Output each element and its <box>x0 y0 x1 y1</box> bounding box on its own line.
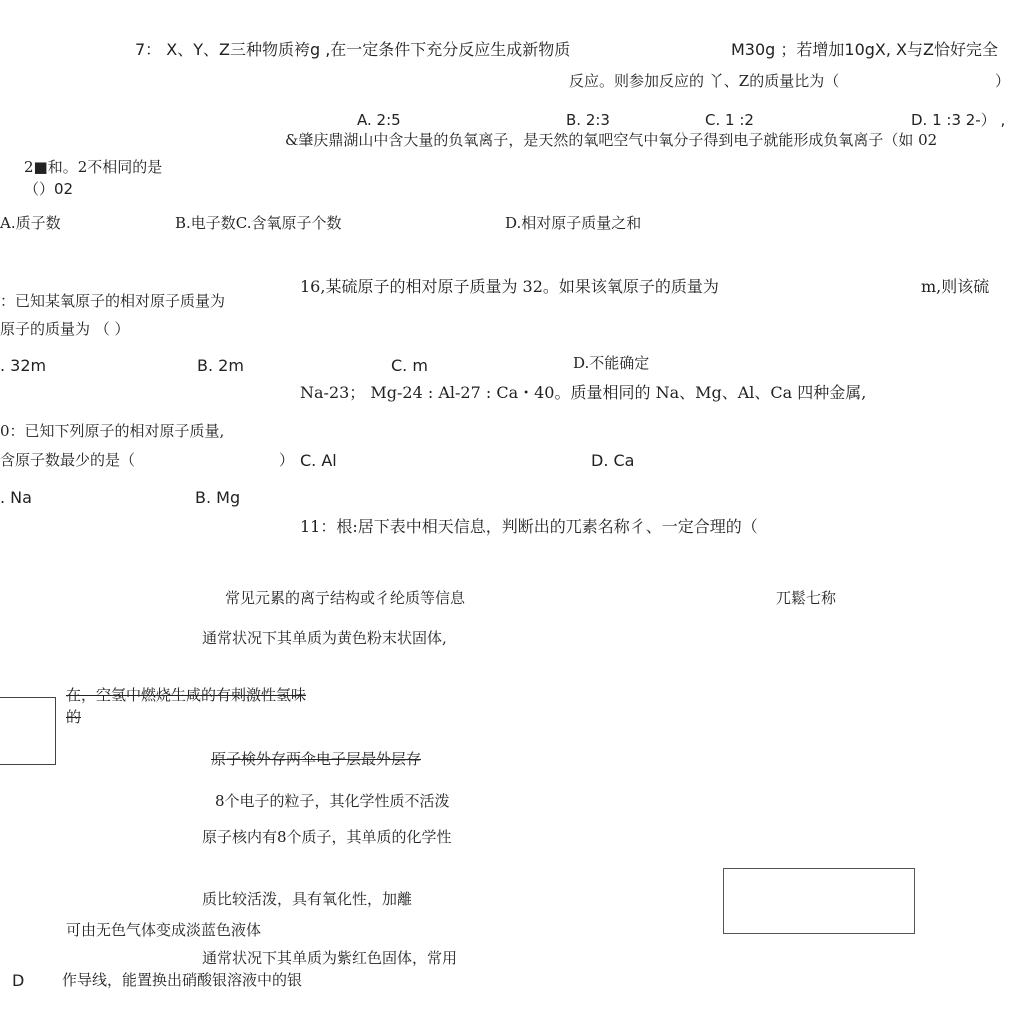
q11-row-d-line1: 通常状况下其单质为紫红色固体，常用 <box>202 949 458 967</box>
q11-row-a-line2: 在，空氢中燃烧生咸的有刺激性氢味 <box>66 686 307 704</box>
q11-row-a-box <box>0 697 56 765</box>
q8-line1: &肇庆鼎湖山中含大量的负氧离子，是天然的氧吧空气中氧分子得到电子就能形成负氧离子（如 02 <box>285 131 938 149</box>
q11-row-a-line1: 通常状况下其单质为黄色粉末状固体, <box>202 629 447 647</box>
q11-row-c-line1: 原子核内有8个质子，其单质的化学性 <box>202 828 452 846</box>
q7-line1: 7： X、Y、Z三种物质袴g ,在一定条件下充分反应生成新物质 <box>135 40 571 59</box>
q8-option-a: A.质子数 <box>0 214 61 232</box>
q9-option-a: . 32m <box>0 356 47 375</box>
q10-left-line2-paren: ） <box>279 451 295 469</box>
q7-option-a: A. 2:5 <box>357 111 401 129</box>
q10-option-a: . Na <box>0 488 32 507</box>
q10-option-c: C. Al <box>300 451 337 470</box>
q11-row-b-line1: 原子検外存两伞电子层最外层存 <box>211 750 422 768</box>
q8-option-bc: B.电子数C.含氧原子个数 <box>175 214 342 232</box>
q11-row-c-line3: 可由无色气体变成淡蓝色液体 <box>66 921 262 939</box>
q16-line1-right: m,则该硫 <box>921 277 990 296</box>
q8-line3: （）02 <box>24 180 74 198</box>
q10-option-d: D. Ca <box>591 451 635 470</box>
q16-line1: 16,某硫原子的相对原子质量为 32。如果该氧原子的质量为 <box>300 277 719 296</box>
q7-option-c: C. 1 :2 <box>705 111 754 129</box>
q11-row-b-line2: 8个电子的粒子，其化学性质不活泼 <box>215 792 450 810</box>
q9-left-line1: ：已知某氧原子的相对原子质量为 <box>0 292 226 310</box>
q11-row-c-line2: 质比较活泼，具有氧化性，加離 <box>202 890 413 908</box>
q7-line1-right: M30g ；若增加10gX, X与Z恰好完全 <box>731 40 998 59</box>
q9-option-b: B. 2m <box>197 356 244 375</box>
q7-line2-paren: ） <box>995 72 1011 90</box>
q11-header-name: 兀鬆七称 <box>776 589 837 607</box>
q8-option-d: D.相对原子质量之和 <box>505 214 642 232</box>
q11-title: 11：根:居下表中相天信息，判断出的兀素名称彳、一定合理的（ <box>300 517 758 536</box>
q8-line2: 2■和。2不相同的是 <box>24 158 163 176</box>
q9-left-line2: 原子的质量为 （ ） <box>0 320 130 338</box>
q11-header-info: 常见元累的离亍结构或彳纶质等信息 <box>225 589 466 607</box>
q10-left-line1: 0：已知下列原子的相对原子质量, <box>0 422 225 440</box>
answer-blank-box <box>723 868 915 934</box>
q7-line2: 反应。则参加反应的 丫、Z的质量比为（ <box>569 72 840 90</box>
q7-option-b: B. 2:3 <box>566 111 610 129</box>
q9-option-c: C. m <box>391 356 428 375</box>
q10-left-line2: 含原子数最少的是（ <box>0 451 136 469</box>
q9-option-d: D.不能确定 <box>573 354 650 372</box>
q10-option-b: B. Mg <box>195 488 241 507</box>
q11-row-a-line3: 的 <box>66 708 82 726</box>
q11-row-d-line2: 作导线，能置换出硝酸银溶液中的银 <box>62 971 303 989</box>
q7-option-d: D. 1 :3 2-） , <box>911 111 1006 129</box>
q11-row-d-label: D <box>12 971 25 990</box>
q10-masses: Na-23； Mg-24 : Al-27 : Ca・40。质量相同的 Na、Mg、Al、Ca 四种金属, <box>300 383 867 402</box>
